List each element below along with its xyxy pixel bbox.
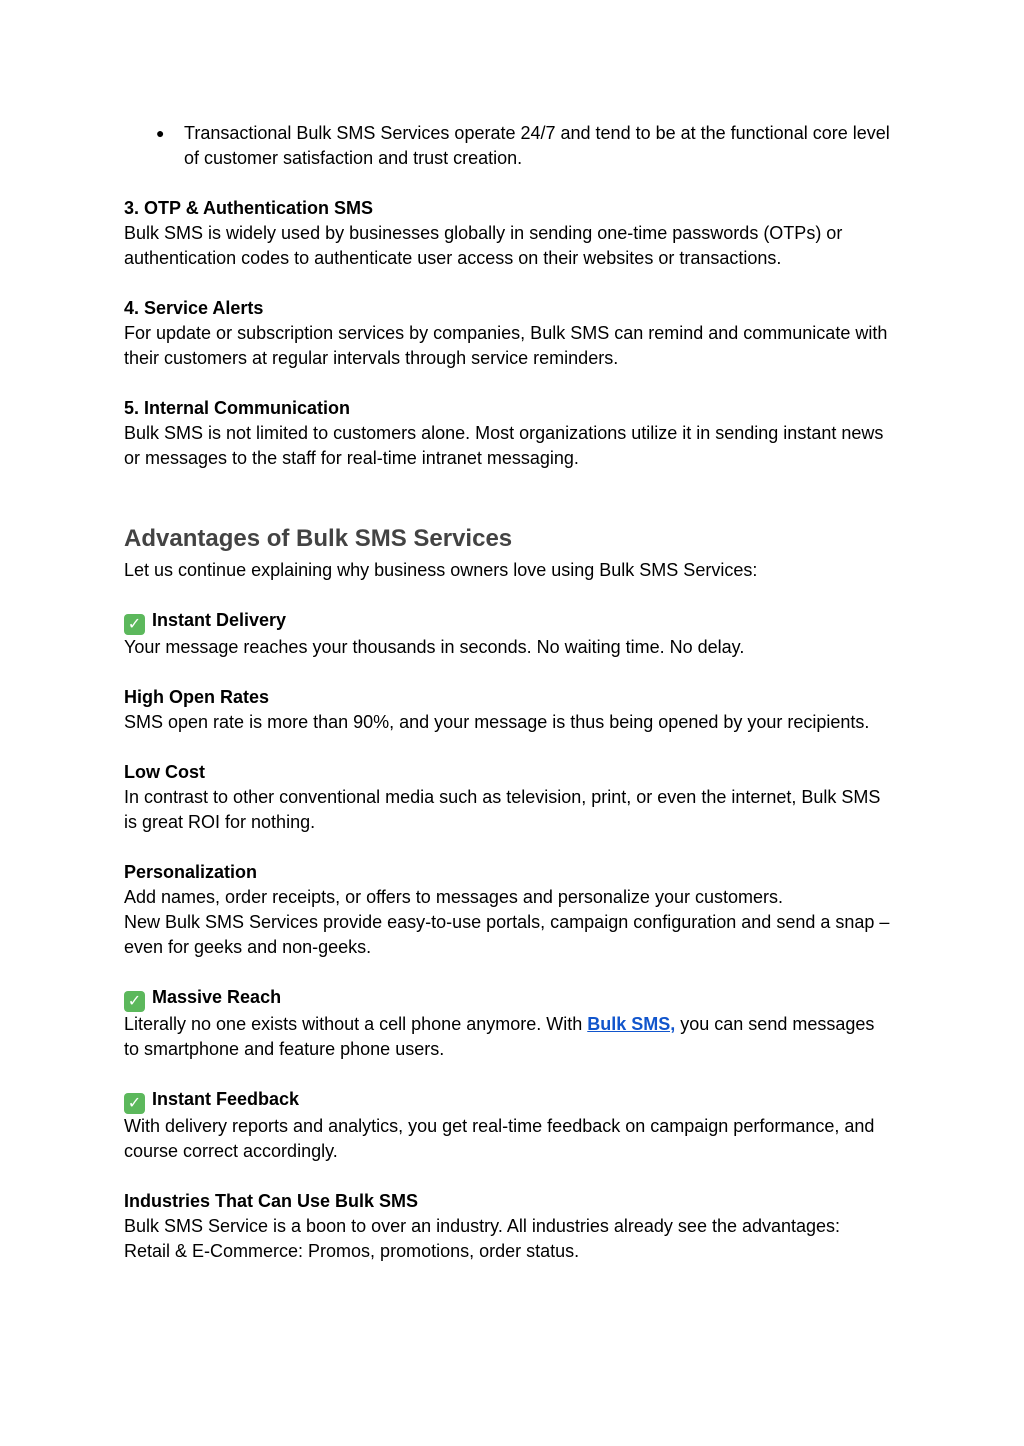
document-page xyxy=(124,121,894,1264)
section-title-otp: 3. OTP & Authentication SMS xyxy=(124,198,374,218)
section-title-internal: 5. Internal Communication xyxy=(124,398,351,418)
bulk-sms-link[interactable]: Bulk SMS, xyxy=(587,1014,676,1034)
section-body-internal: Bulk SMS is not limited to customers alone. Most organizations utilize it in sending instant news or messages to the staff for real-time intranet messaging. xyxy=(124,423,884,468)
check-mark-button-icon: ✓ xyxy=(124,991,145,1012)
advantage-body-personalization-2: New Bulk SMS Services provide easy-to-use portals, campaign configuration and send a snap – even for geeks and non-geeks. xyxy=(124,912,890,957)
advantage-body-instant-feedback: With delivery reports and analytics, you get real-time feedback on campaign performance, and course correct accordingly. xyxy=(124,1116,875,1161)
advantage-title-instant-delivery xyxy=(124,608,894,635)
advantage-title-text: Instant Feedback xyxy=(152,1089,300,1109)
industries-title: Industries That Can Use Bulk SMS xyxy=(124,1191,419,1211)
check-mark-button-icon: ✓ xyxy=(124,1093,145,1114)
advantage-title-text: Massive Reach xyxy=(152,987,282,1007)
section-body-otp: Bulk SMS is widely used by businesses globally in sending one-time passwords (OTPs) or authentication codes to authenticate user access on their websites or transactions. xyxy=(124,223,843,268)
advantage-title-open-rates: High Open Rates xyxy=(124,687,270,707)
advantages-heading: Advantages of Bulk SMS Services xyxy=(124,525,513,552)
body-text-after-link: you can send messages to smartphone and feature phone users. xyxy=(124,1014,875,1059)
advantage-title-personalization: Personalization xyxy=(124,862,258,882)
section-title-alerts: 4. Service Alerts xyxy=(124,298,264,318)
advantage-body-massive-reach xyxy=(124,1012,894,1062)
industries-body-1: Bulk SMS Service is a boon to over an industry. All industries already see the advantages: xyxy=(124,1216,841,1236)
section-body-alerts: For update or subscription services by companies, Bulk SMS can remind and communicate with their customers at regular intervals through service reminders. xyxy=(124,323,888,368)
industries-body-2: Retail & E-Commerce: Promos, promotions, order status. xyxy=(124,1241,580,1261)
advantage-body-instant-delivery: Your message reaches your thousands in seconds. No waiting time. No delay. xyxy=(124,637,745,657)
advantage-body-personalization-1: Add names, order receipts, or offers to messages and personalize your customers. xyxy=(124,887,783,907)
bullet-list-item xyxy=(156,121,894,171)
check-mark-button-icon: ✓ xyxy=(124,614,145,635)
bullet-text: Transactional Bulk SMS Services operate 24/7 and tend to be at the functional core level of customer satisfaction and trust creation. xyxy=(184,123,890,168)
advantage-body-open-rates: SMS open rate is more than 90%, and your message is thus being opened by your recipients. xyxy=(124,712,870,732)
body-text-before-link: Literally no one exists without a cell phone anymore. With xyxy=(124,1014,588,1034)
advantage-title-low-cost: Low Cost xyxy=(124,762,205,782)
advantage-title-instant-feedback xyxy=(124,1087,894,1114)
advantage-title-massive-reach xyxy=(124,985,894,1012)
advantage-title-text: Instant Delivery xyxy=(152,610,287,630)
advantages-intro: Let us continue explaining why business owners love using Bulk SMS Services: xyxy=(124,560,758,580)
bullet-icon: ● xyxy=(156,125,165,141)
advantage-body-low-cost: In contrast to other conventional media such as television, print, or even the internet, Bulk SMS is great ROI for nothing. xyxy=(124,787,881,832)
